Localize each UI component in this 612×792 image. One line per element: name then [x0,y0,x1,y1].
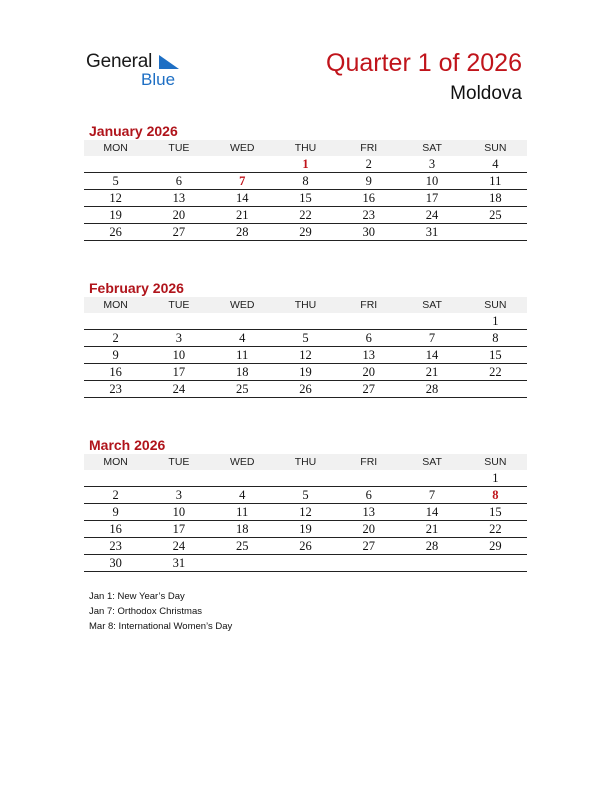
week-row [84,364,527,381]
holiday-note: Jan 1: New Year’s Day [89,591,185,602]
weekday-label: FRI [360,299,378,311]
day-cell: 20 [362,521,376,536]
day-cell: 16 [109,364,122,379]
weekday-label: SUN [484,142,507,154]
day-cell: 7 [428,487,436,502]
day-cell: 5 [302,487,309,502]
month-title: March 2026 [89,437,166,453]
weekday-label: MON [103,142,128,154]
day-cell: 2 [112,487,119,502]
week-row [84,381,527,398]
day-cell: 3 [175,487,183,502]
day-cell: 25 [235,538,249,553]
day-cell: 24 [425,207,439,222]
logo-text-blue: Blue [141,70,176,89]
day-cell: 8 [492,330,499,345]
day-cell: 3 [428,156,436,171]
day-cell: 14 [425,347,439,362]
day-cell: 29 [299,224,312,239]
week-row [84,190,527,207]
day-cell: 17 [172,521,186,536]
day-cell: 17 [172,364,186,379]
day-cell: 28 [425,381,439,396]
day-cell: 2 [112,330,119,345]
day-cell: 24 [172,381,186,396]
day-cell: 20 [362,364,376,379]
week-row [84,487,527,504]
day-cell: 4 [239,330,246,345]
day-cell: 5 [112,173,119,188]
weekday-header [84,297,527,313]
day-cell: 2 [365,156,372,171]
day-cell: 8 [302,173,309,188]
week-row [84,156,527,173]
week-row [84,173,527,190]
day-cell: 12 [299,347,312,362]
generalblue-logo [86,50,196,90]
week-row [84,224,527,241]
weekday-label: SAT [422,142,442,154]
weekday-label: WED [229,299,255,311]
weekday-label: FRI [360,456,378,468]
day-cell: 30 [362,224,376,239]
weekday-label: MON [103,456,128,468]
day-cell: 25 [235,381,249,396]
day-cell: 21 [425,364,439,379]
month-february [84,279,527,398]
weekday-header [84,140,527,156]
holiday-notes [89,589,232,634]
day-cell: 11 [236,347,249,362]
day-cell: 22 [489,364,502,379]
day-cell: 15 [299,190,312,205]
day-cell: 6 [365,487,372,502]
day-cell: 9 [112,504,119,519]
week-row [84,330,527,347]
day-cell: 23 [362,207,376,222]
day-cell: 10 [425,173,439,188]
day-cell: 22 [489,521,502,536]
day-cell: 9 [112,347,119,362]
day-cell: 27 [172,224,186,239]
weekday-label: WED [229,456,255,468]
day-cell: 15 [489,347,502,362]
weekday-label: SAT [422,456,442,468]
day-cell: 10 [172,347,186,362]
day-cell: 1 [492,470,499,485]
day-cell: 13 [362,504,376,519]
weekday-label: TUE [168,456,190,468]
day-cell: 10 [172,504,186,519]
day-cell: 6 [365,330,372,345]
month-grid [84,156,527,241]
day-cell: 19 [109,207,122,222]
weekday-label: TUE [168,142,190,154]
month-grid [84,470,527,572]
day-cell: 7 [239,173,246,188]
month-title: February 2026 [89,280,184,296]
month-march [84,436,527,572]
day-cell: 29 [489,538,502,553]
day-cell: 18 [235,364,249,379]
day-cell: 23 [109,381,122,396]
day-cell: 16 [109,521,122,536]
day-cell: 19 [299,364,312,379]
week-row [84,313,527,330]
day-cell: 1 [302,156,309,171]
day-cell: 12 [299,504,312,519]
page-title: Quarter 1 of 2026 [326,49,522,77]
day-cell: 21 [235,207,249,222]
day-cell: 4 [492,156,499,171]
weekday-label: FRI [360,142,378,154]
day-cell: 26 [299,538,312,553]
country-name: Moldova [450,83,522,104]
day-cell: 28 [235,224,249,239]
week-row [84,207,527,224]
day-cell: 27 [362,381,376,396]
day-cell: 17 [425,190,439,205]
day-cell: 19 [299,521,312,536]
weekday-label: THU [294,456,317,468]
weekday-label: THU [294,299,317,311]
weekday-label: SAT [422,299,442,311]
day-cell: 14 [425,504,439,519]
day-cell: 28 [425,538,439,553]
weekday-label: SUN [484,456,507,468]
holiday-note: Mar 8: International Women’s Day [89,621,233,632]
weekday-label: WED [229,142,255,154]
day-cell: 16 [362,190,376,205]
weekday-header [84,454,527,470]
month-title: January 2026 [89,123,178,139]
day-cell: 27 [362,538,376,553]
day-cell: 26 [299,381,312,396]
day-cell: 18 [235,521,249,536]
day-cell: 22 [299,207,312,222]
day-cell: 23 [109,538,122,553]
day-cell: 24 [172,538,186,553]
day-cell: 9 [365,173,372,188]
month-january [84,122,527,241]
day-cell: 30 [109,555,122,570]
logo-text-general: General [86,51,153,72]
day-cell: 13 [362,347,376,362]
day-cell: 11 [236,504,249,519]
day-cell: 7 [428,330,436,345]
day-cell: 13 [172,190,186,205]
weekday-label: MON [103,299,128,311]
day-cell: 11 [489,173,502,188]
week-row [84,504,527,521]
week-row [84,555,527,572]
weekday-label: THU [294,142,317,154]
day-cell: 31 [172,555,186,570]
day-cell: 12 [109,190,122,205]
day-cell: 18 [489,190,502,205]
weekday-label: SUN [484,299,507,311]
week-row [84,538,527,555]
week-row [84,521,527,538]
day-cell: 25 [489,207,502,222]
day-cell: 4 [239,487,246,502]
day-cell: 26 [109,224,122,239]
day-cell: 31 [425,224,439,239]
day-cell: 21 [425,521,439,536]
day-cell: 5 [302,330,309,345]
day-cell: 1 [492,313,499,328]
week-row [84,347,527,364]
day-cell: 15 [489,504,502,519]
weekday-label: TUE [168,299,190,311]
day-cell: 8 [492,487,499,502]
day-cell: 14 [235,190,249,205]
week-row [84,470,527,487]
day-cell: 3 [175,330,183,345]
day-cell: 6 [175,173,183,188]
logo-triangle-icon [159,55,179,69]
holiday-note: Jan 7: Orthodox Christmas [89,606,202,617]
day-cell: 20 [172,207,186,222]
month-grid [84,313,527,398]
